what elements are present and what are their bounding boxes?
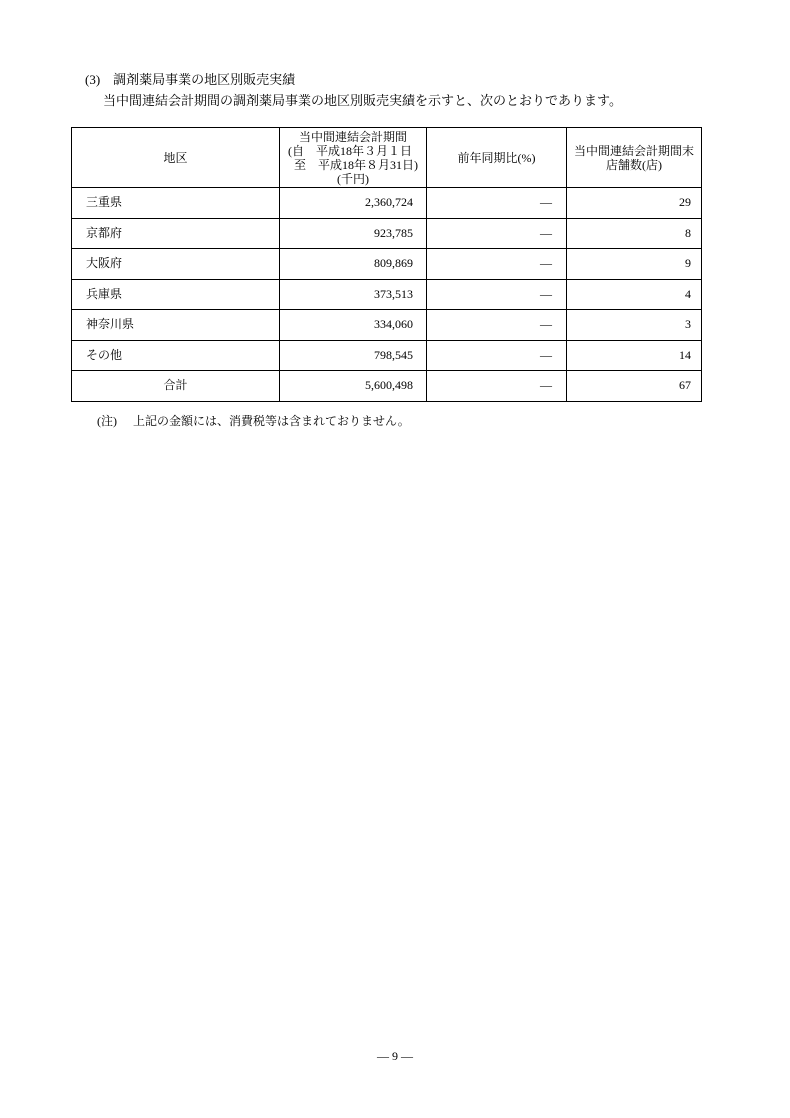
amount-cell: 2,360,724 (280, 188, 427, 219)
yoy-cell: ― (427, 218, 567, 249)
amount-cell: 923,785 (280, 218, 427, 249)
yoy-cell: ― (427, 279, 567, 310)
yoy-column-header: 前年同期比(%) (427, 128, 567, 188)
table-row (72, 310, 702, 341)
table-row (72, 249, 702, 280)
total-stores-cell: 67 (567, 371, 702, 402)
stores-cell: 9 (567, 249, 702, 280)
intro-text: 当中間連結会計期間の調剤薬局事業の地区別販売実績を示すと、次のとおりであります。 (103, 93, 622, 108)
stores-cell: 3 (567, 310, 702, 341)
footnote-text: 上記の金額には、消費税等は含まれておりません。 (133, 414, 410, 428)
amount-cell: 809,869 (280, 249, 427, 280)
yoy-cell: ― (427, 340, 567, 371)
table-row (72, 340, 702, 371)
region-cell: 兵庫県 (72, 279, 280, 310)
stores-cell: 29 (567, 188, 702, 219)
footnote (85, 397, 410, 444)
stores-cell: 8 (567, 218, 702, 249)
table-row (72, 218, 702, 249)
amount-cell: 798,545 (280, 340, 427, 371)
table-row (72, 279, 702, 310)
amount-cell: 373,513 (280, 279, 427, 310)
stores-header-line1: 当中間連結会計期間末 (573, 143, 694, 158)
regional-sales-table (71, 127, 702, 402)
region-cell: 三重県 (72, 188, 280, 219)
amount-cell: 334,060 (280, 310, 427, 341)
total-label-cell: 合計 (72, 371, 280, 402)
total-amount-cell: 5,600,498 (280, 371, 427, 402)
header-row (72, 128, 702, 188)
yoy-cell: ― (427, 188, 567, 219)
region-cell: 京都府 (72, 218, 280, 249)
yoy-cell: ― (427, 249, 567, 280)
amount-header-period (288, 144, 418, 172)
yoy-cell: ― (427, 310, 567, 341)
table-row (72, 188, 702, 219)
footnote-label: (注) (97, 414, 117, 428)
stores-header-line2: 店舗数(店) (606, 157, 662, 172)
total-yoy-cell: ― (427, 371, 567, 402)
page-number: ― 9 ― (377, 1049, 413, 1063)
region-cell: 神奈川県 (72, 310, 280, 341)
region-cell: 大阪府 (72, 249, 280, 280)
section-heading: (3) 調剤薬局事業の地区別販売実績 (85, 72, 296, 87)
amount-header-period-to: 至 平成18年８月31日) (294, 157, 418, 172)
region-column-header: 地区 (72, 128, 280, 188)
stores-cell: 14 (567, 340, 702, 371)
stores-cell: 4 (567, 279, 702, 310)
amount-header-unit: (千円) (337, 171, 369, 186)
amount-column-header (280, 128, 427, 188)
region-cell: その他 (72, 340, 280, 371)
stores-column-header (567, 128, 702, 188)
amount-header-period-from: (自 平成18年３月１日 (288, 143, 412, 158)
amount-header-title: 当中間連結会計期間 (298, 129, 407, 144)
